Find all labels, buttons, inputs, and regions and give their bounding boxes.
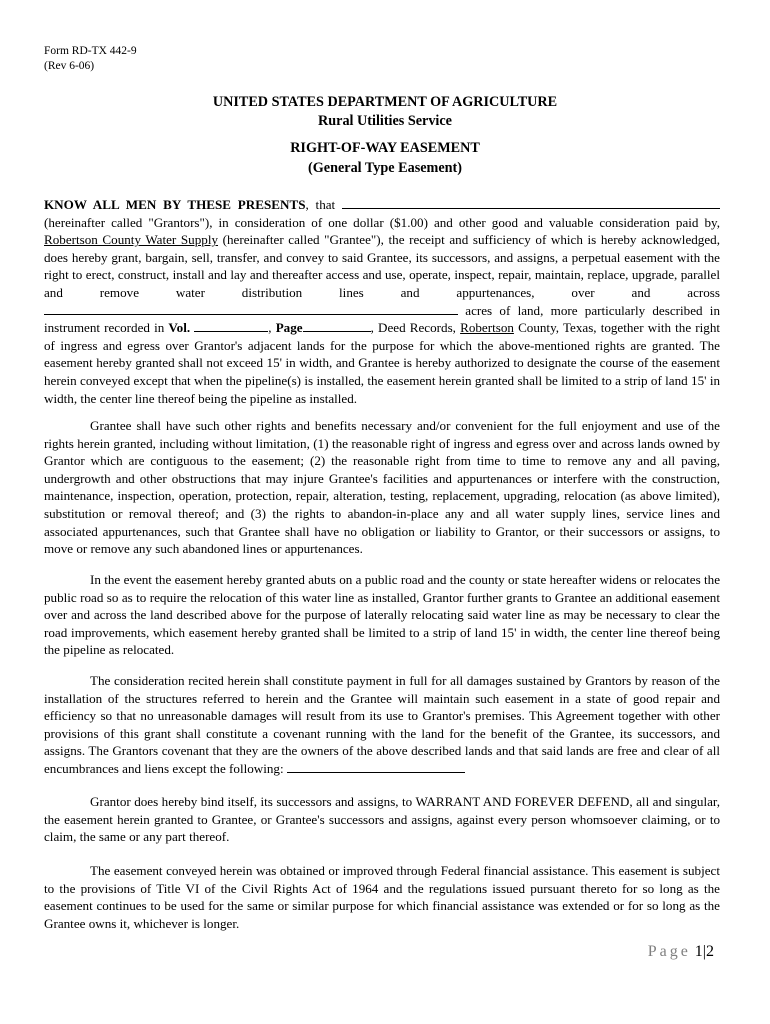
road-relocation-paragraph [44,571,720,659]
page-total: 2 [706,943,714,960]
form-number: Form RD-TX 442-9 [44,45,137,57]
county-name: Robertson [460,320,514,336]
page-separator: | [702,943,706,960]
land-description-blank[interactable] [44,302,458,315]
federal-assistance-text: The easement conveyed herein was obtained or improved through Federal financial assistance. This easement is subject to the provisions of Title VI of the Civil Rights Act of 1964 and the regulations issued pursuant thereto for so long as the easement continues to be used for the same or similar purpose for which financial assistance was extended or for so long as the Grantee owns it, whichever is longer. [44,863,720,931]
road-relocation-text: In the event the easement hereby granted abuts on a public road and the county or state hereafter widens or relocates the public road so as to require the relocation of this water line as installed, Grantor further grants to Grantee an additional easement over and across the land described above for the purpose of laterally relocating said water line as may be necessary to clear the road improvements, which easement hereby granted shall be limited to a strip of land 15' in width, the center line thereof being the pipeline as relocated. [44,572,720,658]
form-identifier [44,44,137,74]
vol-blank[interactable] [194,319,268,332]
consideration-text: The consideration recited herein shall constitute payment in full for all damages sustained by Grantors by reason of the installation of the structures referred to herein and the Grantee will maintain such easement in a state of good repair and efficiency so that no unreasonable damages will result from its use to Grantor's premises. This Agreement together with other provisions of this grant shall constitute a covenant running with the land for the benefit of the Grantee, its successors, and assigns. The Grantors covenant that they are the owners of the above described lands and that said lands are free and clear of all encumbrances and liens except the following: [44,673,720,776]
page-label: Page [275,320,303,336]
federal-assistance-paragraph [44,862,720,932]
rights-text: Grantee shall have such other rights and benefits necessary and/or convenient for the full enjoyment and use of the rights herein granted, including without limitation, (1) the reasonable right of ingress and egress over and across lands owned by Grantor which are contiguous to the easement; (2) the reasonable right from time to time to remove any and all paving, undergrowth and other obstructions that may injure Grantee's facilities and appurtenances or interfere with the construction, maintenance, inspection, operation, protection, repair, alteration, testing, replacement, upgrading, relocation (as above limited), substitution or removal thereof; and (3) the rights to abandon-in-place any and all water supply lines, service lines and associated appurtenances, such that Grantee shall have no obligation or liability to Grantor, or their successors or assigns, to move or remove any such abandoned lines or appurtenances. [44,418,720,557]
consideration-paragraph [44,672,720,778]
page-blank[interactable] [303,319,371,332]
deed-records-text: , Deed Records, [370,320,456,336]
service-heading: Rural Utilities Service [318,113,452,129]
after-lead-text: , that [305,197,336,212]
know-all-men-lead: KNOW ALL MEN BY THESE PRESENTS [44,197,306,212]
grant-paragraph: KNOW ALL MEN BY THESE PRESENTS, that (hereinafter called "Grantors"), in consideration of one dollar ($1.00) and other good and valuable consideration paid by, Robertson County Water Supply (hereinafter called "Grantee"), the receipt and sufficiency of which is hereby acknowledged, does hereby grant, bargain, sell, transfer, and convey to said Grantee, its successors, and assigns, a perpetual easement with the right to erect, construct, install and lay and thereafter access and use, operate, inspect, repair, maintain, replace, upgrade, parallel and remove water distribution lines and appurtenances, over and across acres of land, more particularly described in instrument recorded in Vol. , Page , Deed Records, Robertson County, Texas, together with the right of ingress and egress over Grantor's adjacent lands for the purpose for which the above-mentioned rights are granted. The easement hereby granted shall not exceed 15' in width, and Grantee is hereby authorized to designate the course of the easement herein conveyed except that when the pipeline(s) is installed, the easement herein granted shall be limited to a strip of land 15' in width, the center line thereof being the pipeline as installed. [44,197,721,406]
grantors-clause: (hereinafter called "Grantors"), in consideration of one dollar ($1.00) and other good and valuable consideration paid by, [44,214,720,230]
grant-clause: (hereinafter called "Grantee"), the receipt and sufficiency of which is hereby acknowledged, does hereby grant, bargain, sell, transfer, and convey to said Grantee, its successors, and assigns, a perpetual easement with the right to erect, construct, install and lay and thereafter access and use, operate, inspect, repair, maintain, replace, upgrade, parallel and remove water distribution lines and appurtenances, over and across [44,232,720,300]
grantors-name-blank[interactable] [342,196,720,209]
rights-paragraph [44,417,720,558]
document-subtitle: (General Type Easement) [308,160,462,176]
document-title: RIGHT-OF-WAY EASEMENT [290,140,480,156]
warranty-text: Grantor does hereby bind itself, its successors and assigns, to WARRANT AND FOREVER DEFEND, all and singular, the easement herein granted to Grantee, or Grantee's successors and assigns, against every person whomsoever claiming, or to claim, the same or any part thereof. [44,794,720,845]
encumbrances-blank[interactable] [287,760,465,773]
vol-label: Vol. [168,320,191,336]
page-current: 1 [694,943,703,960]
easement-clause: County, Texas, together with the right of ingress and egress over Grantor's adjacent lands for the purpose for which the above-mentioned rights are granted. The easement hereby granted shall not exceed 15' in width, and Grantee is hereby authorized to designate the course of the easement herein conveyed except that when the pipeline(s) is installed, the easement herein granted shall be limited to a strip of land 15' in width, the center line thereof being the pipeline as installed. [44,320,721,406]
agency-heading: UNITED STATES DEPARTMENT OF AGRICULTURE [212,94,558,110]
grantee-name: Robertson County Water Supply [44,232,219,248]
warranty-paragraph [44,793,720,846]
form-revision: (Rev 6-06) [44,60,95,72]
page-number [648,943,714,961]
page-word: Page [647,943,691,960]
acres-clause: acres of land, more particularly described in instrument recorded in [44,302,720,336]
